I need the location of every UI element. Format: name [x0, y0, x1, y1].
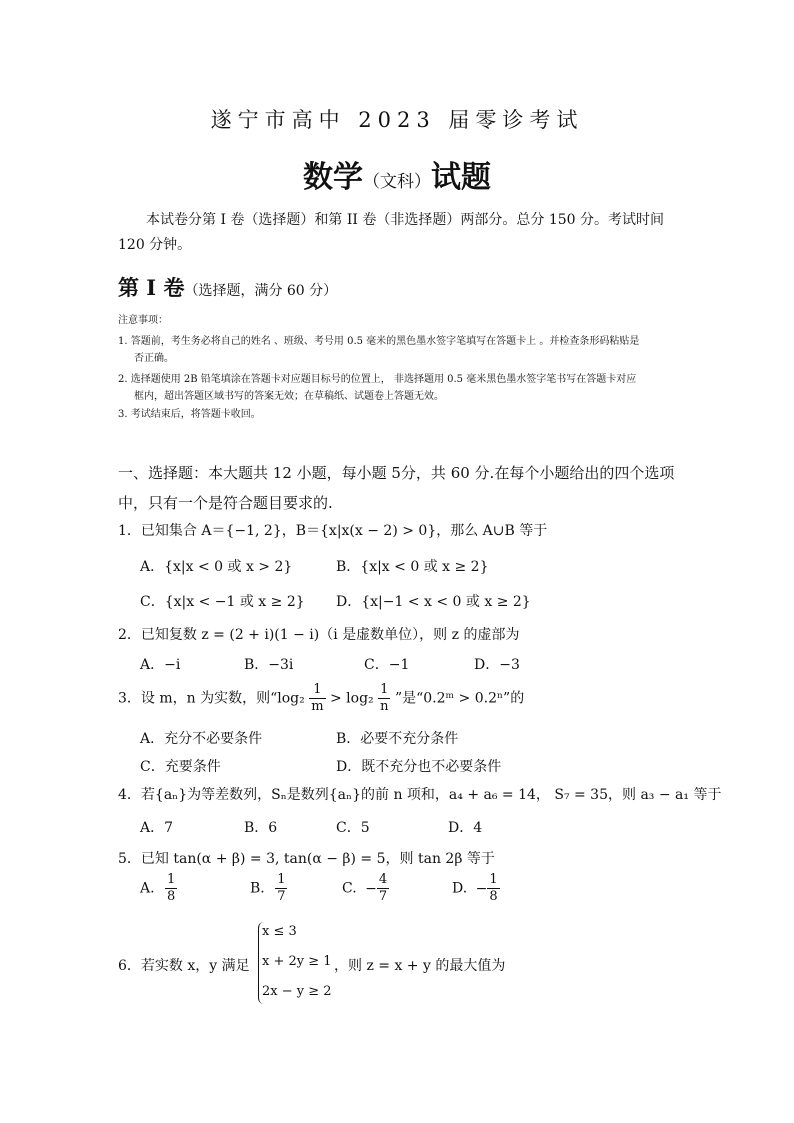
- notice-item: 3. 考试结束后，将答题卡收回。: [118, 409, 261, 420]
- question-1-option-b: B．{x|x < 0 或 x ≥ 2}: [336, 559, 489, 575]
- exam-title-line: 遂宁市高中 2023 届零诊考试: [210, 108, 584, 132]
- notice-item: 框内，超出答题区域书写的答案无效；在草稿纸、试题卷上答题无效。: [134, 391, 444, 402]
- section-heading: 一、选择题：本大题共 12 小题，每小题 5分，共 60 分.在每个小题给出的四个选项中，只有一个是符合题目要求的.: [118, 464, 675, 512]
- fraction-1-over-8: $\frac{1}{8}$: [489, 872, 498, 904]
- notice-item: 否正确。: [134, 353, 174, 364]
- question-1-option-d: D．{x|−1 < x < 0 或 x ≥ 2}: [336, 594, 531, 610]
- notice-heading: 注意事项：: [118, 315, 168, 326]
- subject-track: （文科）: [363, 172, 431, 192]
- exam-subject-title: [0, 152, 794, 196]
- question-5-option-c: C. − $\frac{4}{7}$: [342, 872, 388, 904]
- notice-item: 2. 选择题使用 2B 铅笔填涂在答题卡对应题目标号的位置上， 非选择题用 0.5 毫米黑色墨水签字笔书写在答题卡对应: [118, 374, 637, 385]
- question-3-stem-mid: > log₂: [329, 690, 374, 707]
- question-4-stem: 4．若{aₙ}为等差数列，Sₙ是数列{aₙ}的前 n 项和，a₄ + a₆ = 14， S₇ = 35，则 a₃ − a₁ 等于: [118, 787, 722, 803]
- question-1-option-c: C．{x|x < −1 或 x ≥ 2}: [140, 594, 305, 610]
- fraction-1-over-n: $\frac{1}{n}$: [380, 682, 389, 714]
- question-3-option-d: D．既不充分也不必要条件: [336, 759, 502, 775]
- constraint-1: x ≤ 3: [262, 924, 297, 939]
- question-6-stem-start: 6．若实数 x，y 满足: [118, 958, 250, 974]
- question-5-option-b: B. $\frac{1}{7}$: [250, 872, 286, 904]
- exam-intro: 本试卷分第 I 卷（选择题）和第 II 卷（非选择题）两部分。总分 150 分。考试时间 120 分钟。: [118, 212, 665, 253]
- question-3-stem: [118, 682, 524, 715]
- subject-suffix: 试题: [431, 160, 491, 195]
- question-4-option-d: D．4: [448, 820, 483, 836]
- question-4-option-a: A．7: [140, 820, 174, 836]
- question-2-option-b: B．−3i: [244, 657, 294, 673]
- question-4-option-c: C．5: [336, 820, 370, 836]
- question-4-option-b: B．6: [244, 820, 278, 836]
- question-2-option-a: A．−i: [140, 657, 181, 673]
- question-3-option-a: A．充分不必要条件: [140, 731, 263, 747]
- question-3-stem-start: 3．设 m，n 为实数，则“log₂: [118, 690, 305, 707]
- question-3-option-b: B．必要不充分条件: [336, 731, 459, 747]
- volume-desc: （选择题，满分 60 分）: [184, 283, 338, 299]
- question-2-option-c: C．−1: [364, 657, 410, 673]
- question-1-option-a: A．{x|x < 0 或 x > 2}: [140, 559, 293, 575]
- fraction-4-over-7: $\frac{4}{7}$: [378, 872, 388, 904]
- question-2-option-d: D．−3: [474, 657, 520, 673]
- fraction-1-over-7: $\frac{1}{7}$: [277, 872, 286, 904]
- question-5-stem: 5．已知 tan(α + β) = 3, tan(α − β) = 5，则 tan 2β 等于: [118, 851, 495, 867]
- volume-name: 第 Ⅰ 卷: [118, 275, 185, 300]
- question-6-stem-end: ，则 z = x + y 的最大值为: [334, 958, 506, 974]
- volume-heading: [118, 272, 337, 302]
- notice-item: 1. 答题前，考生务必将自己的姓名 、班级、考号用 0.5 毫米的黑色墨水签字笔填写在答题卡上 。并检查条形码粘贴是: [118, 336, 640, 347]
- constraint-2: x + 2y ≥ 1: [262, 954, 332, 969]
- question-5-option-d: D. − $\frac{1}{8}$: [452, 872, 498, 904]
- fraction-1-over-8: $\frac{1}{8}$: [167, 872, 176, 904]
- question-5-option-a: A. $\frac{1}{8}$: [140, 872, 176, 904]
- subject-name: 数学: [303, 160, 363, 195]
- question-2-stem: 2．已知复数 z = (2 + i)(1 − i)（i 是虚数单位），则 z 的虚部为: [118, 627, 520, 643]
- question-3-stem-end: ”是“0.2ᵐ > 0.2ⁿ”的: [394, 690, 525, 707]
- question-3-option-c: C．充要条件: [140, 759, 221, 775]
- question-1-stem: 1．已知集合 A＝{−1, 2}，B＝{x|x(x − 2) > 0}，那么 A∪B 等于: [118, 523, 548, 539]
- constraint-3: 2x − y ≥ 2: [262, 984, 332, 999]
- fraction-1-over-m: $\frac{1}{m}$: [311, 682, 324, 714]
